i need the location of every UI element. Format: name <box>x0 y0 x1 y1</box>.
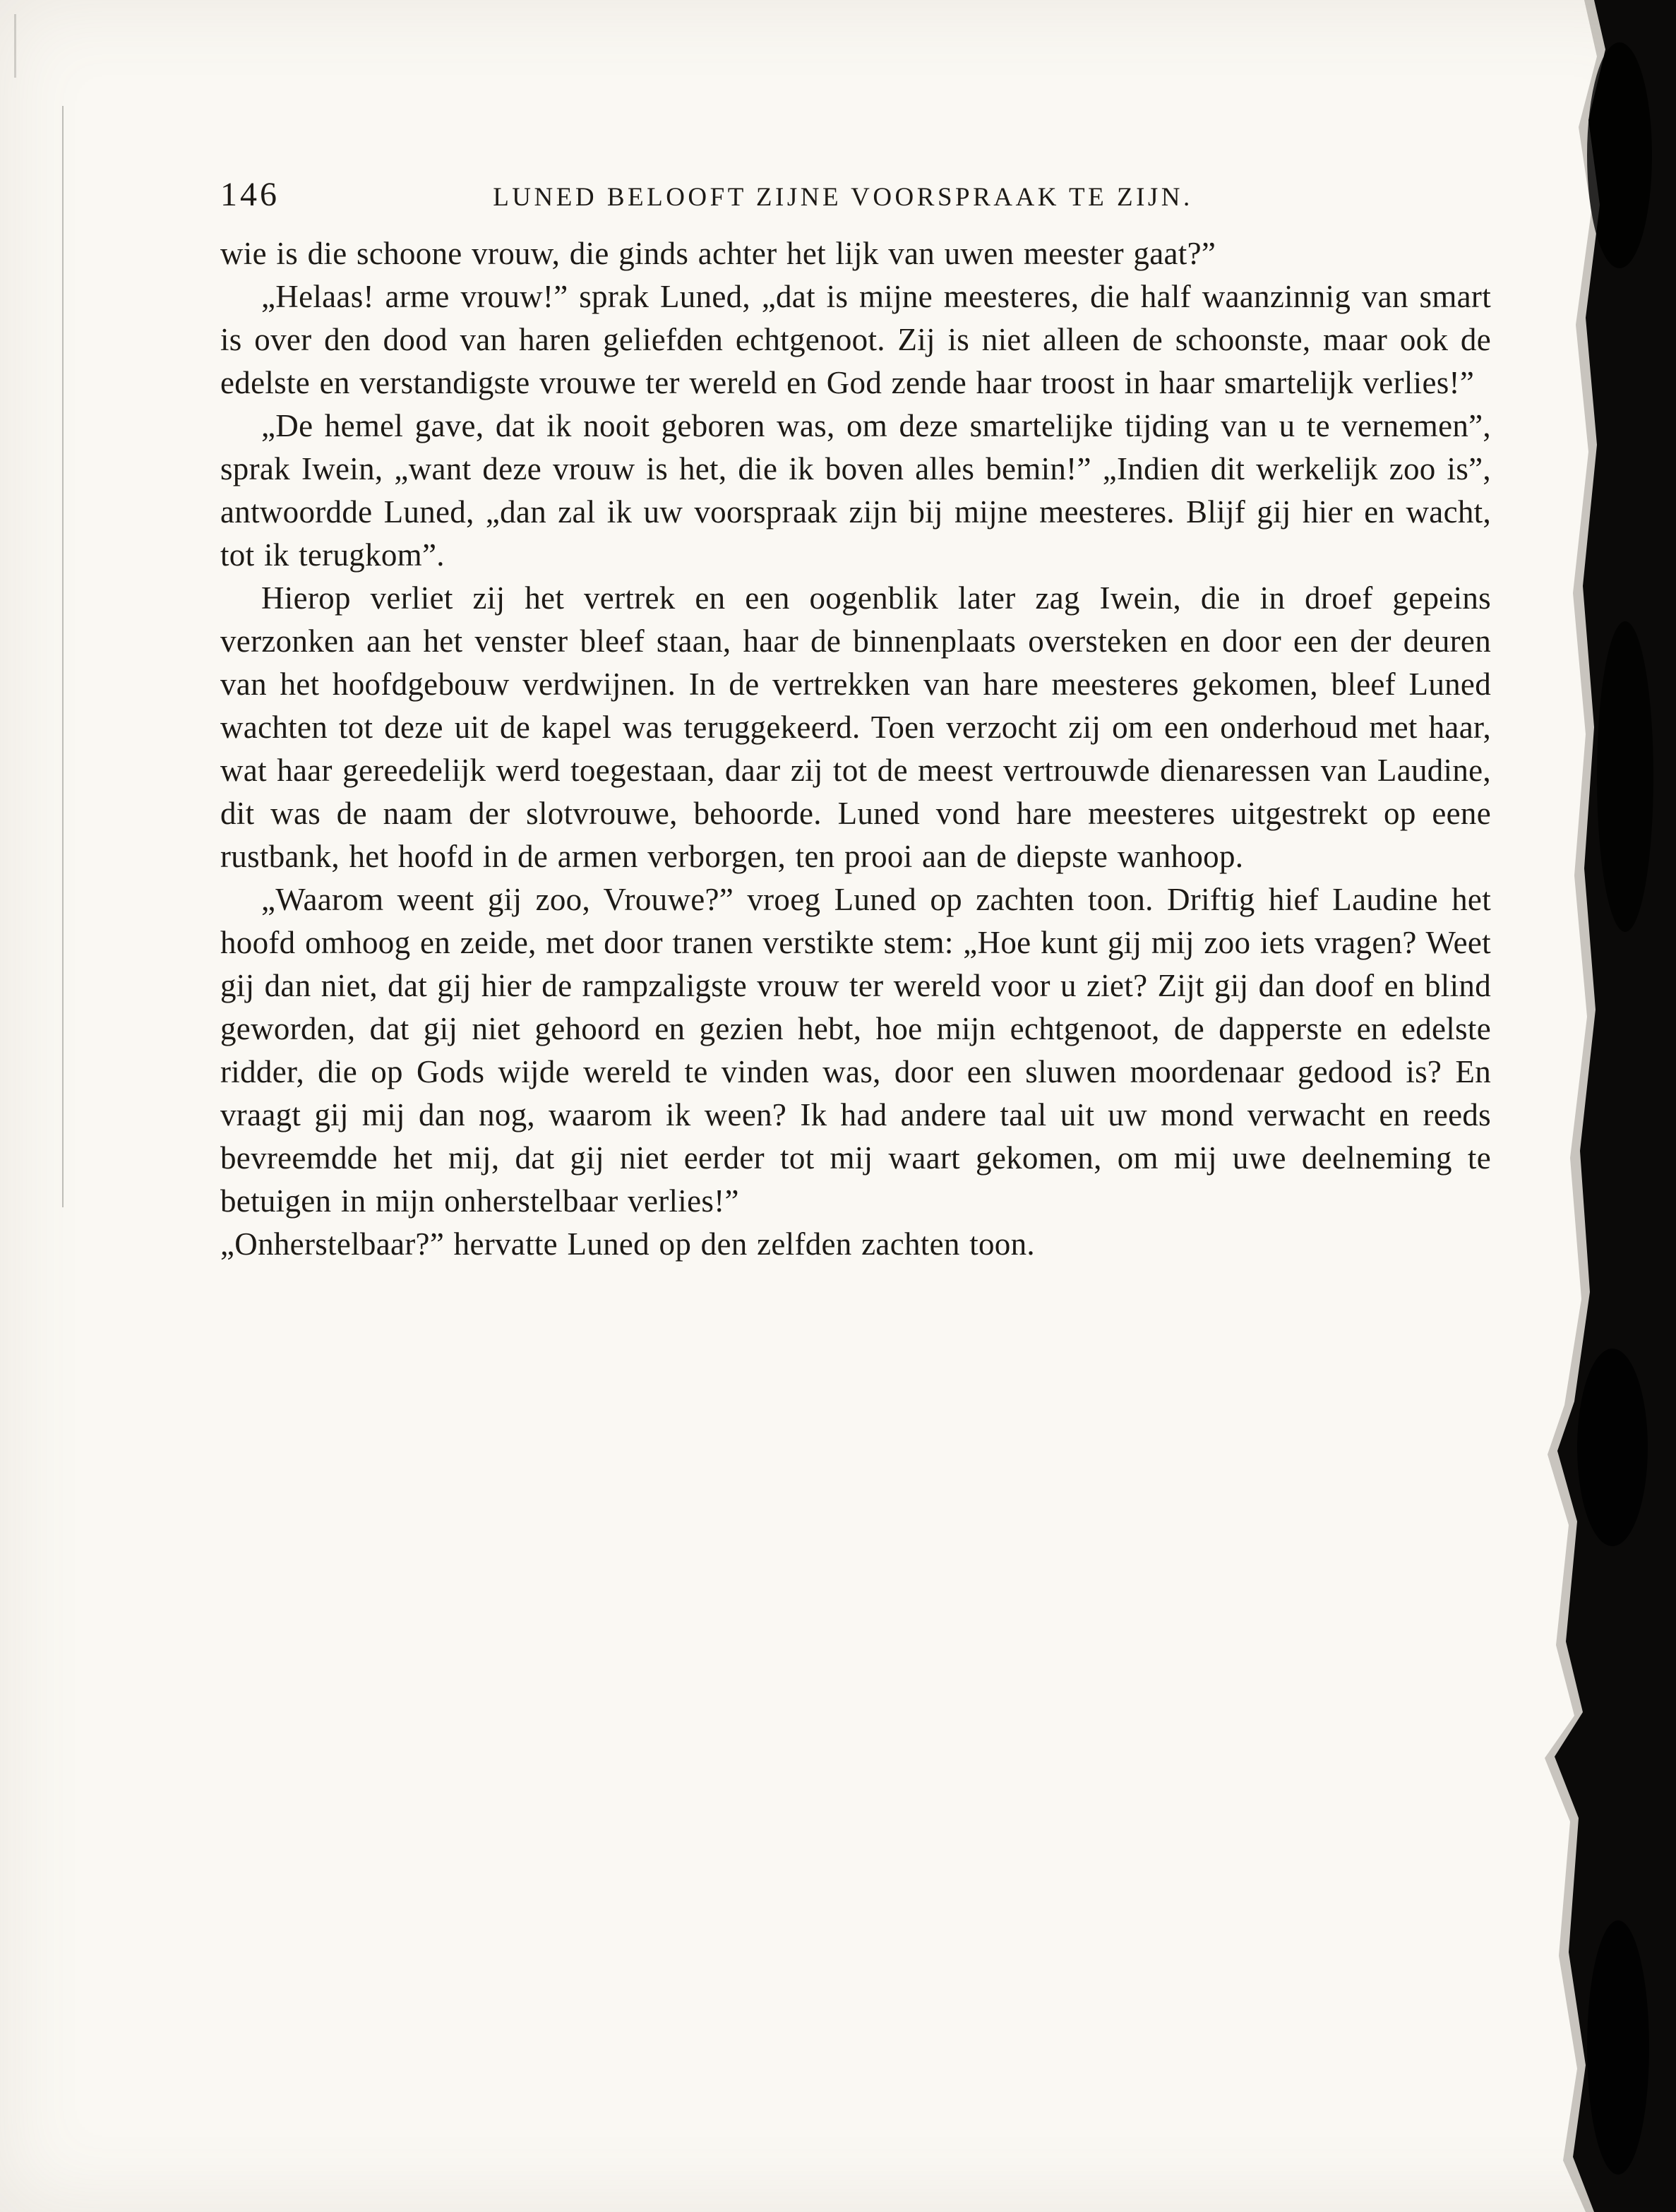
body-paragraph: „Onherstelbaar?” hervatte Luned op den zelfden zachten toon. <box>220 1226 1035 1262</box>
scan-artifact-left-tick <box>14 14 16 78</box>
body-text <box>220 232 1491 1266</box>
page-number: 146 <box>220 176 280 213</box>
body-paragraph: Hierop verliet zij het vertrek en een oogenblik later zag Iwein, die in droef gepeins verzonken aan het venster bleef staan, haar de binnenplaats oversteken en door een der deuren van het hoofdgebouw verdwijnen. In de vertrekken van hare meesteres gekomen, bleef Luned wachten tot deze uit de kapel was teruggekeerd. Toen verzocht zij om een onderhoud met haar, wat haar gereedelijk werd toegestaan, daar zij tot de meest vertrouwde dienaressen van Laudine, dit was de naam der slotvrouwe, behoorde. Luned vond hare meesteres uitgestrekt op eene rustbank, het hoofd in de armen verborgen, ten prooi aan de diepste wanhoop. <box>220 580 1491 874</box>
running-head <box>220 175 1491 214</box>
body-paragraph: „Waarom weent gij zoo, Vrouwe?” vroeg Luned op zachten toon. Driftig hief Laudine het hoofd omhoog en zeide, met door tranen verstikte stem: „Hoe kunt gij mij zoo iets vragen? Weet gij dan niet, dat gij hier de rampzaligste vrouw ter wereld voor u ziet? Zijt gij dan doof en blind geworden, dat gij niet gehoord en gezien hebt, hoe mijn echtgenoot, de dapperste en edelste ridder, die op Gods wijde wereld te vinden was, door een sluwen moordenaar gedood is? En vraagt gij mij dan nog, waarom ik ween? Ik had andere taal uit uw mond verwacht en reeds bevreemdde het mij, dat gij niet eerder tot mij waart gekomen, om mij uwe deelneming te betuigen in mijn onherstelbaar verlies!” <box>220 882 1491 1219</box>
scan-artifact-right-band <box>1535 0 1676 2212</box>
body-paragraph: „Helaas! arme vrouw!” sprak Luned, „dat is mijne meesteres, die half waanzinnig van smart is over den dood van haren geliefden echtgenoot. Zij is niet alleen de schoonste, maar ook de edelste en verstandigste vrouwe ter wereld en God zende haar troost in haar smartelijk verlies!” <box>220 279 1491 400</box>
scan-artifact-left-line <box>62 106 64 1207</box>
body-paragraph: „De hemel gave, dat ik nooit geboren was, om deze smartelijke tijding van u te vernemen”, sprak Iwein, „want deze vrouw is het, die ik boven alles bemin!” „Indien dit werkelijk zoo is”, antwoordde Luned, „dan zal ik uw voorspraak zijn bij mijne meesteres. Blijf gij hier en wacht, tot ik terugkom”. <box>220 408 1491 573</box>
page-content <box>220 175 1491 1266</box>
body-paragraph: wie is die schoone vrouw, die ginds achter het lijk van uwen meester gaat?” <box>220 236 1216 271</box>
running-title: LUNED BELOOFT ZIJNE VOORSPRAAK TE ZIJN. <box>493 183 1193 212</box>
